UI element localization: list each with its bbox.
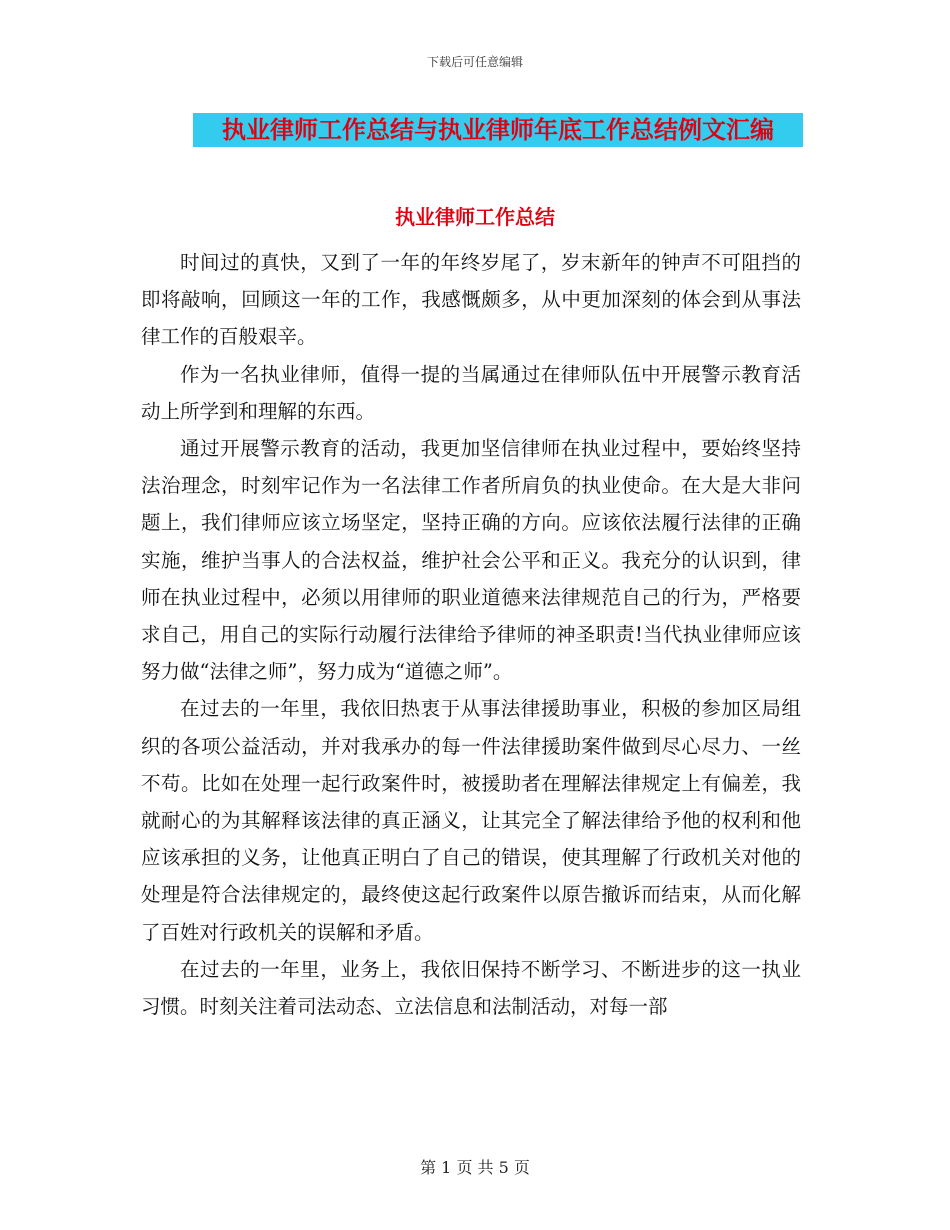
body-paragraph: 在过去的一年里，我依旧热衷于从事法律援助事业，积极的参加区局组织的各项公益活动，并对我承办的每一件法律援助案件做到尽心尽力、一丝不苟。比如在处理一起行政案件时，被援助者在理解法律规定上有偏差，我就耐心的为其解释该法律的真正涵义，让其完全了解法律给予他的权利和他应该承担的义务，让他真正明白了自己的错误，使其理解了行政机关对他的处理是符合法律规定的，最终使这起行政案件以原告撤诉而结束，从而化解了百姓对行政机关的误解和矛盾。 (141, 697, 801, 944)
body-paragraph: 在过去的一年里，业务上，我依旧保持不断学习、不断进步的这一执业习惯。时刻关注着司法动态、立法信息和法制活动，对每一部 (141, 957, 801, 1019)
page-header: 下载后可任意编辑 (426, 55, 523, 69)
section-title: 执业律师工作总结 (395, 205, 555, 229)
body-paragraph: 通过开展警示教育的活动，我更加坚信律师在执业过程中，要始终坚持法治理念，时刻牢记作为一名法律工作者所肩负的执业使命。在大是大非问题上，我们律师应该立场坚定，坚持正确的方向。应该依法履行法律的正确实施，维护当事人的合法权益，维护社会公平和正义。我充分的认识到，律师在执业过程中，必须以用律师的职业道德来法律规范自己的行为，严格要求自己，用自己的实际行动履行法律给予律师的神圣职责!当代执业律师应该努力做“法律之师”，努力成为“道德之师”。 (141, 437, 801, 684)
document-body (141, 244, 801, 1025)
body-paragraph: 时间过的真快，又到了一年的年终岁尾了，岁末新年的钟声不可阻挡的即将敲响，回顾这一年的工作，我感慨颇多，从中更加深刻的体会到从事法律工作的百般艰辛。 (141, 251, 801, 349)
document-title: 执业律师工作总结与执业律师年底工作总结例文汇编 (222, 116, 774, 144)
body-paragraph: 作为一名执业律师，值得一提的当属通过在律师队伍中开展警示教育活动上所学到和理解的东西。 (141, 362, 801, 423)
page-number-footer: 第 1 页 共 5 页 (420, 1158, 530, 1177)
document-title-highlight (193, 113, 803, 147)
